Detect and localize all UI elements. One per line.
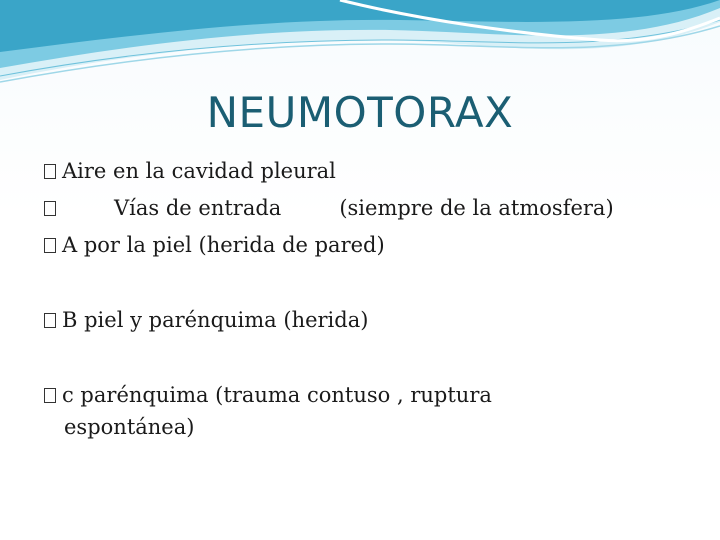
bullet-box-icon <box>44 164 56 179</box>
bullet-item-5: c parénquima (trauma contuso , ruptura <box>44 383 492 407</box>
bullet-item-4: B piel y parénquima (herida) <box>44 308 368 332</box>
decorative-wave-header <box>0 0 720 90</box>
bullet-box-icon <box>44 201 56 216</box>
bullet-item-2: Vías de entrada (siempre de la atmosfera) <box>44 196 614 220</box>
bullet-item-1: Aire en la cavidad pleural <box>44 159 336 183</box>
bullet-box-icon <box>44 388 56 403</box>
bullet-box-icon <box>44 238 56 253</box>
page-title: NEUMOTORAX <box>206 88 514 137</box>
bullet-item-5-continuation: espontánea) <box>64 415 195 439</box>
bullet-box-icon <box>44 313 56 328</box>
bullet-item-3: A por la piel (herida de pared) <box>44 233 385 257</box>
